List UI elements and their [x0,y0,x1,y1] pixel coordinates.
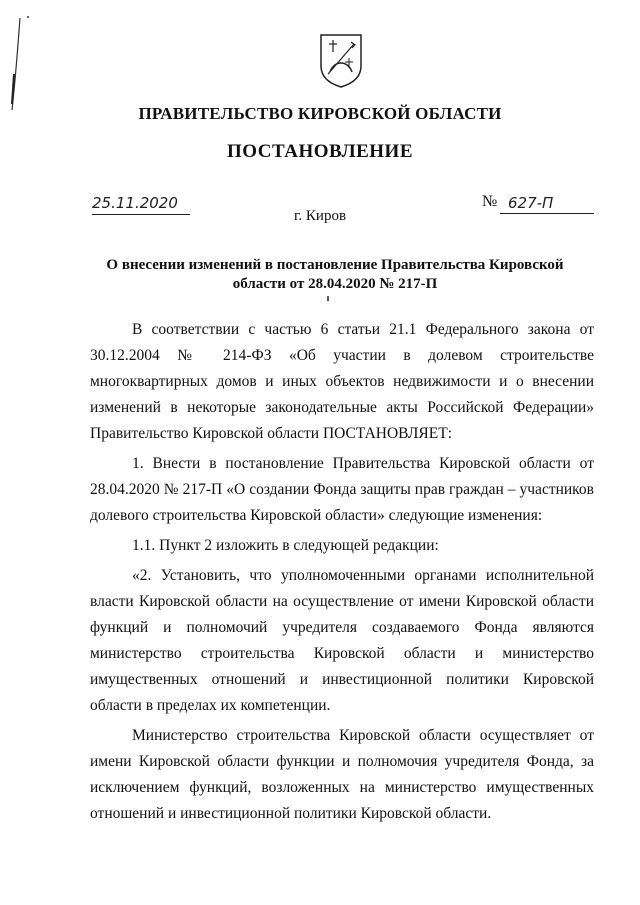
document-number: 627-П [500,194,594,214]
scan-mark-icon [4,14,34,114]
body-paragraph: Министерство строительства Кировской области осуществляет от имени Кировской области функции и полномочия учредителя Фонда, за исключением функций, возложенных на министерство имущественных отношений и инвестиционной политики Кировской области. [90,727,594,822]
body-paragraph: 1.1. Пункт 2 изложить в следующей редакции: [132,537,439,554]
kirov-coat-of-arms-icon [318,32,364,88]
scan-artifact [327,296,329,301]
number-label: № [482,193,498,210]
organization-title: ПРАВИТЕЛЬСТВО КИРОВСКОЙ ОБЛАСТИ [138,104,502,123]
body-paragraph: 1. Внести в постановление Правительства Кировской области от 28.04.2020 № 217-П «О создании Фонда защиты прав граждан – участников долевого строительства Кировской области» следующие изменения: [90,455,594,524]
document-body [90,317,594,827]
subject-line-2: области от 28.04.2020 № 217-П [232,276,438,292]
document-type-title: ПОСТАНОВЛЕНИЕ [226,141,414,162]
body-paragraph: В соответствии с частью 6 статьи 21.1 Федерального закона от 30.12.2004 № 214-ФЗ «Об участии в долевом строительстве многоквартирных домов и иных объектов недвижимости и о внесении изменений в некоторые законодательные акты Российской Федерации» Правительство Кировской области ПОСТАНОВЛЯЕТ: [90,321,594,442]
subject-line-1: О внесении изменений в постановление Правительства Кировской [106,257,564,273]
body-paragraph: «2. Установить, что уполномоченными органами исполнительной власти Кировской области на осуществление от имени Кировской области функций и полномочий учредителя создаваемого Фонда являются министерство строительства Кировской области и министерство имущественных отношений и инвестиционной политики Кировской области в пределах их компетенции. [90,567,594,714]
document-subject [100,256,570,294]
city-name: г. Киров [293,208,347,224]
document-date: 25.11.2020 [92,194,190,215]
